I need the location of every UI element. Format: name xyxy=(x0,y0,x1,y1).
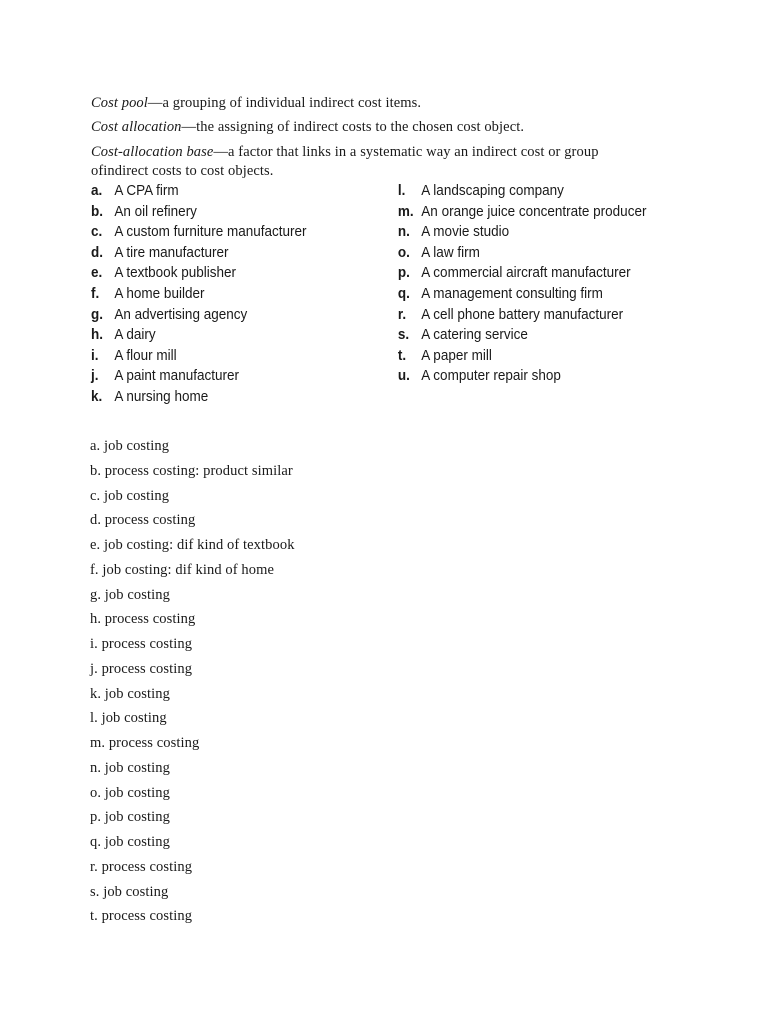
company-name: An advertising agency xyxy=(114,305,248,323)
company-item xyxy=(91,325,306,346)
answer-item: m. process costing xyxy=(90,735,200,751)
company-letter: i. xyxy=(91,346,99,364)
company-name: An orange juice concentrate producer xyxy=(421,202,647,220)
company-item xyxy=(398,305,647,326)
company-letter: h. xyxy=(91,326,104,344)
company-list-right xyxy=(398,181,647,387)
company-item xyxy=(91,387,306,408)
company-letter: g. xyxy=(91,305,104,323)
answer-item: g. job costing xyxy=(90,586,170,603)
company-name: A textbook publisher xyxy=(114,264,236,282)
company-letter: r. xyxy=(397,305,407,323)
company-item xyxy=(398,263,647,284)
company-item xyxy=(398,346,647,367)
company-name: A movie studio xyxy=(421,223,510,241)
answer-item: a. job costing xyxy=(90,438,170,454)
company-item xyxy=(398,243,647,264)
company-name: A tire manufacturer xyxy=(114,243,229,261)
company-letter: f. xyxy=(91,284,100,302)
company-name: A paper mill xyxy=(421,346,492,364)
company-item xyxy=(91,243,306,264)
answer-item: p. job costing xyxy=(90,809,170,826)
definition-text: —a factor that links in a systematic way an indirect cost or group xyxy=(213,144,599,160)
company-name: A CPA firm xyxy=(114,182,179,199)
company-item xyxy=(398,202,647,223)
answer-item: r. process costing xyxy=(90,858,193,875)
definition-cost-pool xyxy=(91,94,691,113)
company-letter: q. xyxy=(397,284,410,302)
company-name: A management consulting firm xyxy=(421,284,603,302)
answer-item: s. job costing xyxy=(90,883,169,900)
definition-term: Cost pool xyxy=(91,95,148,111)
definition-cost-allocation-base xyxy=(91,143,691,181)
answer-list xyxy=(90,434,295,929)
definition-cost-allocation xyxy=(91,118,691,137)
company-letter: c. xyxy=(91,223,103,241)
company-letter: s. xyxy=(397,326,410,344)
answer-item: l. job costing xyxy=(90,710,167,727)
company-item xyxy=(91,346,306,367)
company-letter: p. xyxy=(397,264,410,282)
company-letter: b. xyxy=(91,202,104,220)
company-letter: d. xyxy=(91,243,104,261)
answer-item: i. process costing xyxy=(90,636,193,652)
definition-text: —a grouping of individual indirect cost items. xyxy=(147,95,422,111)
company-list xyxy=(91,181,647,411)
definition-text: —the assigning of indirect costs to the chosen cost object. xyxy=(181,119,525,135)
company-item xyxy=(91,366,306,387)
company-item xyxy=(398,366,647,387)
company-item xyxy=(398,325,647,346)
company-letter: o. xyxy=(397,243,410,261)
company-item xyxy=(398,181,647,202)
company-name: A law firm xyxy=(421,243,480,261)
definition-text-continued: ofindirect costs to cost objects. xyxy=(91,163,274,179)
answer-item: j. process costing xyxy=(90,660,193,677)
company-letter: l. xyxy=(397,182,406,199)
company-item xyxy=(398,284,647,305)
answer-item: c. job costing xyxy=(90,487,170,504)
company-name: A nursing home xyxy=(114,387,209,405)
company-letter: a. xyxy=(91,182,103,199)
company-letter: u. xyxy=(397,367,410,385)
answer-item: k. job costing xyxy=(90,685,170,702)
company-name: A computer repair shop xyxy=(421,367,561,385)
company-name: A catering service xyxy=(421,326,528,344)
company-item xyxy=(91,202,306,223)
company-item xyxy=(91,284,306,305)
company-letter: j. xyxy=(91,367,99,385)
company-item xyxy=(91,305,306,326)
company-name: A dairy xyxy=(114,326,156,344)
company-name: An oil refinery xyxy=(114,202,197,220)
company-item xyxy=(91,181,306,202)
company-name: A custom furniture manufacturer xyxy=(114,223,307,241)
answer-item: b. process costing: product similar xyxy=(90,462,293,479)
company-item xyxy=(398,222,647,243)
company-letter: n. xyxy=(397,223,410,241)
company-name: A landscaping company xyxy=(421,182,564,199)
answer-item: o. job costing xyxy=(90,784,170,801)
answer-item: h. process costing xyxy=(90,611,196,628)
company-letter: k. xyxy=(91,387,103,405)
company-name: A paint manufacturer xyxy=(114,367,239,385)
company-letter: m. xyxy=(397,202,414,220)
company-name: A cell phone battery manufacturer xyxy=(421,305,624,323)
answer-item: n. job costing xyxy=(90,759,170,776)
answer-item: t. process costing xyxy=(90,908,193,925)
company-name: A home builder xyxy=(114,284,205,302)
answer-item: q. job costing xyxy=(90,834,170,850)
answer-item: d. process costing xyxy=(90,512,196,529)
company-letter: t. xyxy=(397,346,407,364)
company-list-left xyxy=(91,181,306,408)
definition-term: Cost allocation xyxy=(91,119,182,135)
company-item xyxy=(91,263,306,284)
answer-item: e. job costing: dif kind of textbook xyxy=(90,537,295,553)
definition-term: Cost-allocation base xyxy=(91,144,214,160)
company-item xyxy=(91,222,306,243)
company-letter: e. xyxy=(91,264,103,282)
company-name: A commercial aircraft manufacturer xyxy=(421,264,631,282)
company-name: A flour mill xyxy=(114,346,177,364)
answer-item: f. job costing: dif kind of home xyxy=(90,561,275,578)
